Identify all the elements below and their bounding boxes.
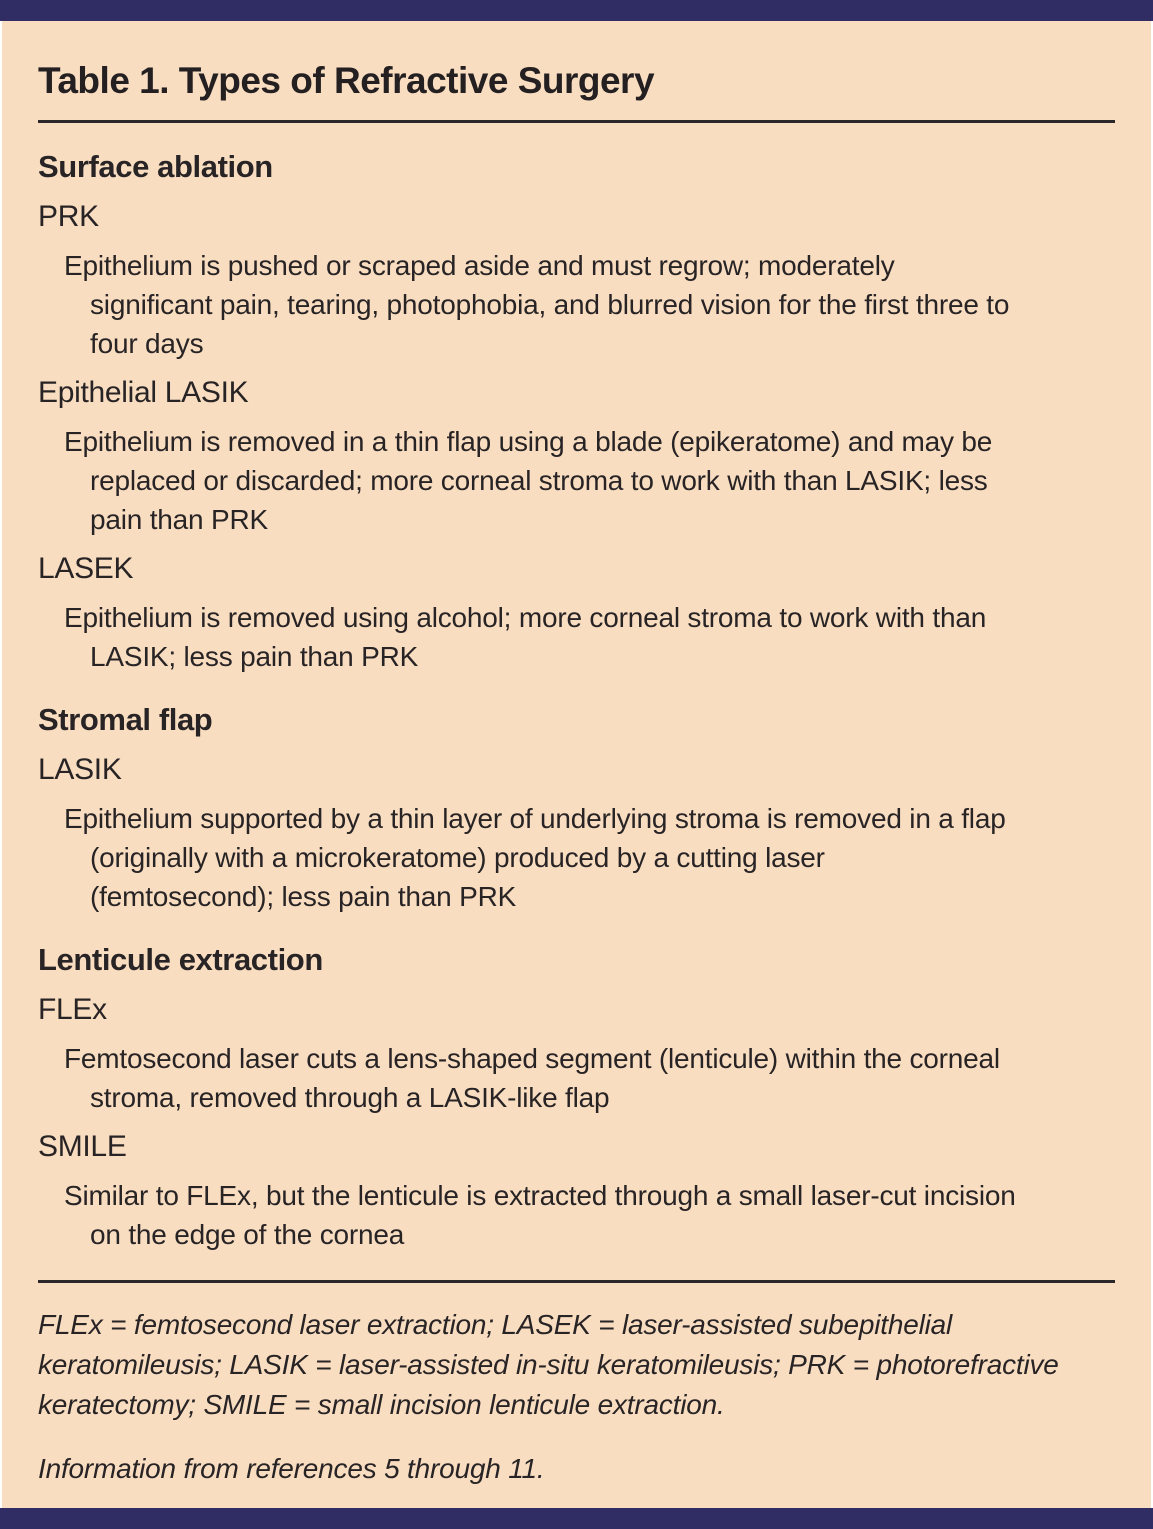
term-prk: PRK bbox=[38, 200, 99, 233]
term-flex: FLEx bbox=[38, 993, 107, 1026]
term-lasik: LASIK bbox=[38, 753, 122, 786]
section-header-surface-ablation: Surface ablation bbox=[38, 149, 273, 184]
description-smile: Similar to FLEx, but the lenticule is extracted through a small laser-cut incision on the edge of the cornea bbox=[64, 1180, 1016, 1250]
description-prk: Epithelium is pushed or scraped aside and must regrow; moderately significant pain, tearing, photophobia, and blurred vision for the first three to four days bbox=[64, 250, 1010, 359]
top-border-bar bbox=[0, 0, 1153, 21]
term-epithelial-lasik: Epithelial LASIK bbox=[38, 376, 249, 409]
source-note: Information from references 5 through 11. bbox=[38, 1453, 545, 1484]
description-lasek: Epithelium is removed using alcohol; more corneal stroma to work with than LASIK; less pain than PRK bbox=[64, 602, 987, 672]
abbreviations-note: FLEx = femtosecond laser extraction; LASEK = laser-assisted subepithelial keratomileusis; LASIK = laser-assisted in-situ keratomileusis; PRK = photorefractive keratectomy; SMILE = small incision lenticule extraction. bbox=[38, 1309, 1059, 1420]
section-header-lenticule-extraction: Lenticule extraction bbox=[38, 942, 323, 977]
table-content bbox=[0, 21, 1153, 1489]
description-lasik: Epithelium supported by a thin layer of underlying stroma is removed in a flap (originally with a microkeratome) produced by a cutting laser (femtosecond); less pain than PRK bbox=[64, 803, 1006, 912]
description-epithelial-lasik: Epithelium is removed in a thin flap using a blade (epikeratome) and may be replaced or discarded; more corneal stroma to work with than LASIK; less pain than PRK bbox=[64, 426, 993, 535]
title-divider bbox=[38, 120, 1115, 123]
description-flex: Femtosecond laser cuts a lens-shaped segment (lenticule) within the corneal stroma, removed through a LASIK-like flap bbox=[64, 1043, 1000, 1113]
section-header-stromal-flap: Stromal flap bbox=[38, 702, 213, 737]
bottom-border-bar bbox=[0, 1508, 1153, 1529]
term-smile: SMILE bbox=[38, 1130, 127, 1163]
footnote-divider bbox=[38, 1280, 1115, 1283]
table-title: Table 1. Types of Refractive Surgery bbox=[38, 60, 655, 101]
term-lasek: LASEK bbox=[38, 552, 134, 585]
